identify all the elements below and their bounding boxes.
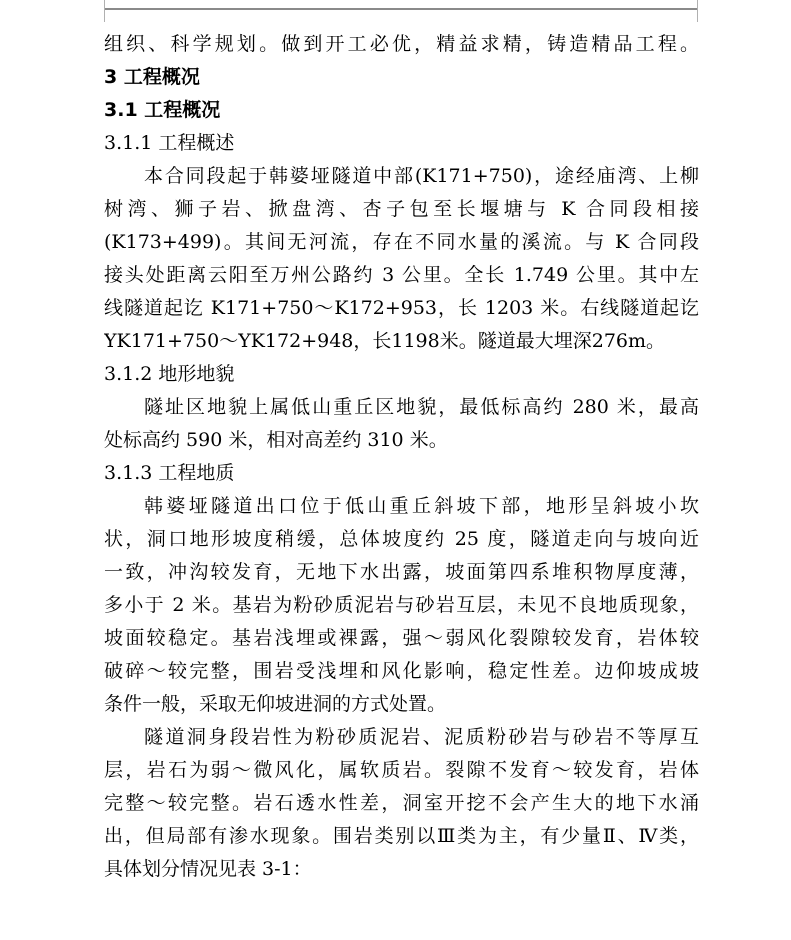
body-text-line: 出，但局部有渗水现象。围岩类别以Ⅲ类为主，有少量Ⅱ、Ⅳ类， xyxy=(104,825,699,847)
subsubsection-heading: 3.1.3 工程地质 xyxy=(104,462,235,484)
page-header-rule xyxy=(104,8,698,10)
body-text-line: 具体划分情况见表 3-1： xyxy=(104,858,312,880)
section-heading: 3 工程概况 xyxy=(104,66,200,88)
paragraph-first-line: 韩婆垭隧道出口位于低山重丘斜坡下部，地形呈斜坡小坎 xyxy=(144,495,699,517)
body-text-line: YK171+750～YK172+948，长1198米。隧道最大埋深276m。 xyxy=(104,330,666,352)
body-text-line: 线隧道起讫 K171+750～K172+953，长 1203 米。右线隧道起讫 xyxy=(104,297,699,319)
body-text-line: 状，洞口地形坡度稍缓，总体坡度约 25 度，隧道走向与坡向近 xyxy=(104,528,699,550)
subsection-heading: 3.1 工程概况 xyxy=(104,99,221,121)
body-text-line: 一致，冲沟较发育，无地下水出露，坡面第四系堆积物厚度薄， xyxy=(104,561,699,583)
paragraph-first-line: 本合同段起于韩婆垭隧道中部(K171+750)，途经庙湾、上柳 xyxy=(144,165,699,187)
document-body xyxy=(104,28,699,886)
body-text-line: 条件一般，采取无仰坡进洞的方式处置。 xyxy=(104,693,447,715)
page-corner-mark-left xyxy=(104,0,105,22)
body-text-line: 处标高约 590 米，相对高差约 310 米。 xyxy=(104,429,448,451)
body-text-line: 坡面较稳定。基岩浅埋或裸露，强～弱风化裂隙较发育，岩体较 xyxy=(104,627,699,649)
body-text-line: 组织、科学规划。做到开工必优，精益求精，铸造精品工程。 xyxy=(104,33,699,55)
subsubsection-heading: 3.1.1 工程概述 xyxy=(104,132,235,154)
page-corner-mark-right xyxy=(697,0,698,22)
body-text-line: 树湾、狮子岩、掀盘湾、杏子包至长堰塘与 K 合同段相接 xyxy=(104,198,699,220)
body-text-line: (K173+499)。其间无河流，存在不同水量的溪流。与 K 合同段 xyxy=(104,231,699,253)
paragraph-first-line: 隧道洞身段岩性为粉砂质泥岩、泥质粉砂岩与砂岩不等厚互 xyxy=(144,726,699,748)
subsubsection-heading: 3.1.2 地形地貌 xyxy=(104,363,235,385)
body-text-line: 接头处距离云阳至万州公路约 3 公里。全长 1.749 公里。其中左 xyxy=(104,264,699,286)
body-text-line: 层，岩石为弱～微风化，属软质岩。裂隙不发育～较发育，岩体 xyxy=(104,759,699,781)
body-text-line: 多小于 2 米。基岩为粉砂质泥岩与砂岩互层，未见不良地质现象， xyxy=(104,594,699,616)
body-text-line: 破碎～较完整，围岩受浅埋和风化影响，稳定性差。边仰坡成坡 xyxy=(104,660,699,682)
paragraph-first-line: 隧址区地貌上属低山重丘区地貌，最低标高约 280 米，最高 xyxy=(144,396,699,418)
body-text-line: 完整～较完整。岩石透水性差，洞室开挖不会产生大的地下水涌 xyxy=(104,792,699,814)
